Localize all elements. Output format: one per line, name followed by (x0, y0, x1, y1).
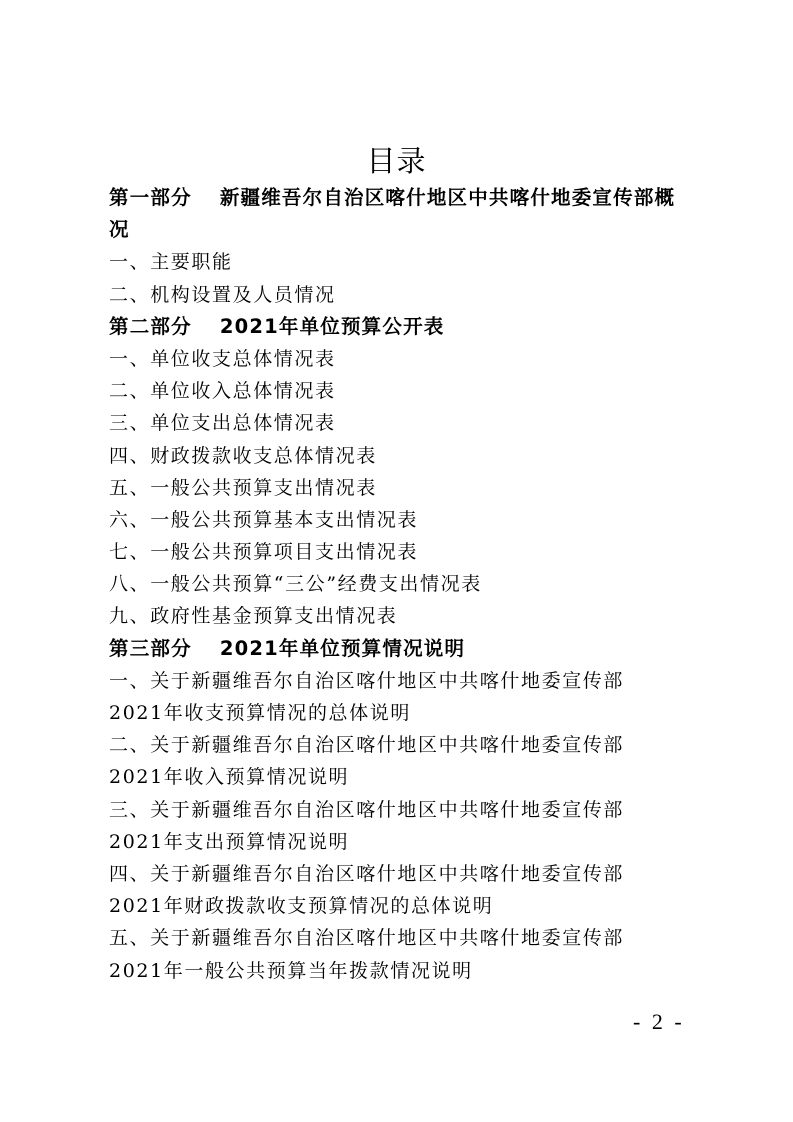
part-title: 新疆维吾尔自治区喀什地区中共喀什地委宣传部概 (219, 186, 676, 209)
part-label: 第一部分 (109, 186, 192, 209)
part-title: 2021年单位预算情况说明 (219, 636, 466, 660)
toc-entry[interactable]: 三、单位支出总体情况表 (109, 412, 336, 435)
page-number: - 2 - (633, 1009, 685, 1034)
toc-entry-continued[interactable]: 2021年财政拨款收支预算情况的总体说明 (109, 895, 494, 918)
toc-entry-continued[interactable]: 2021年一般公共预算当年拨款情况说明 (109, 959, 473, 982)
toc-entry[interactable]: 一、主要职能 (109, 251, 233, 274)
toc-entry[interactable]: 九、政府性基金预算支出情况表 (109, 605, 398, 628)
toc-entry-continued[interactable]: 2021年收入预算情况说明 (109, 766, 350, 789)
toc-entry-continued[interactable]: 2021年收支预算情况的总体说明 (109, 702, 411, 724)
toc-part-1-heading[interactable] (109, 182, 676, 214)
toc-entry[interactable]: 二、关于新疆维吾尔自治区喀什地区中共喀什地委宣传部 (109, 734, 625, 757)
toc-entry[interactable]: 七、一般公共预算项目支出情况表 (109, 541, 419, 564)
toc-entry[interactable]: 一、单位收支总体情况表 (109, 347, 336, 370)
toc-entry[interactable]: 一、关于新疆维吾尔自治区喀什地区中共喀什地委宣传部 (109, 669, 625, 692)
toc-entry[interactable]: 五、一般公共预算支出情况表 (109, 476, 377, 499)
part-title: 2021年单位预算公开表 (219, 314, 445, 338)
toc-entry-continued[interactable]: 2021年支出预算情况说明 (109, 830, 350, 853)
table-of-contents (109, 182, 676, 987)
toc-entry[interactable]: 二、单位收入总体情况表 (109, 380, 336, 403)
part-title-continued: 况 (109, 218, 130, 242)
toc-part-2-heading[interactable] (109, 311, 669, 343)
toc-part-1-heading-continued[interactable] (109, 214, 669, 246)
part-label: 第三部分 (109, 636, 192, 660)
toc-entry[interactable]: 六、一般公共预算基本支出情况表 (109, 508, 419, 531)
part-label: 第二部分 (109, 314, 192, 338)
toc-entry[interactable]: 四、财政拨款收支总体情况表 (109, 444, 377, 467)
toc-entry[interactable]: 二、机构设置及人员情况 (109, 283, 336, 306)
toc-entry[interactable]: 八、一般公共预算“三公”经费支出情况表 (109, 573, 482, 596)
toc-part-3-heading[interactable] (109, 633, 669, 665)
toc-entry[interactable]: 三、关于新疆维吾尔自治区喀什地区中共喀什地委宣传部 (109, 798, 625, 821)
toc-entry[interactable]: 五、关于新疆维吾尔自治区喀什地区中共喀什地委宣传部 (109, 927, 625, 950)
page-title: 目录 (366, 144, 427, 178)
toc-entry[interactable]: 四、关于新疆维吾尔自治区喀什地区中共喀什地委宣传部 (109, 862, 625, 885)
